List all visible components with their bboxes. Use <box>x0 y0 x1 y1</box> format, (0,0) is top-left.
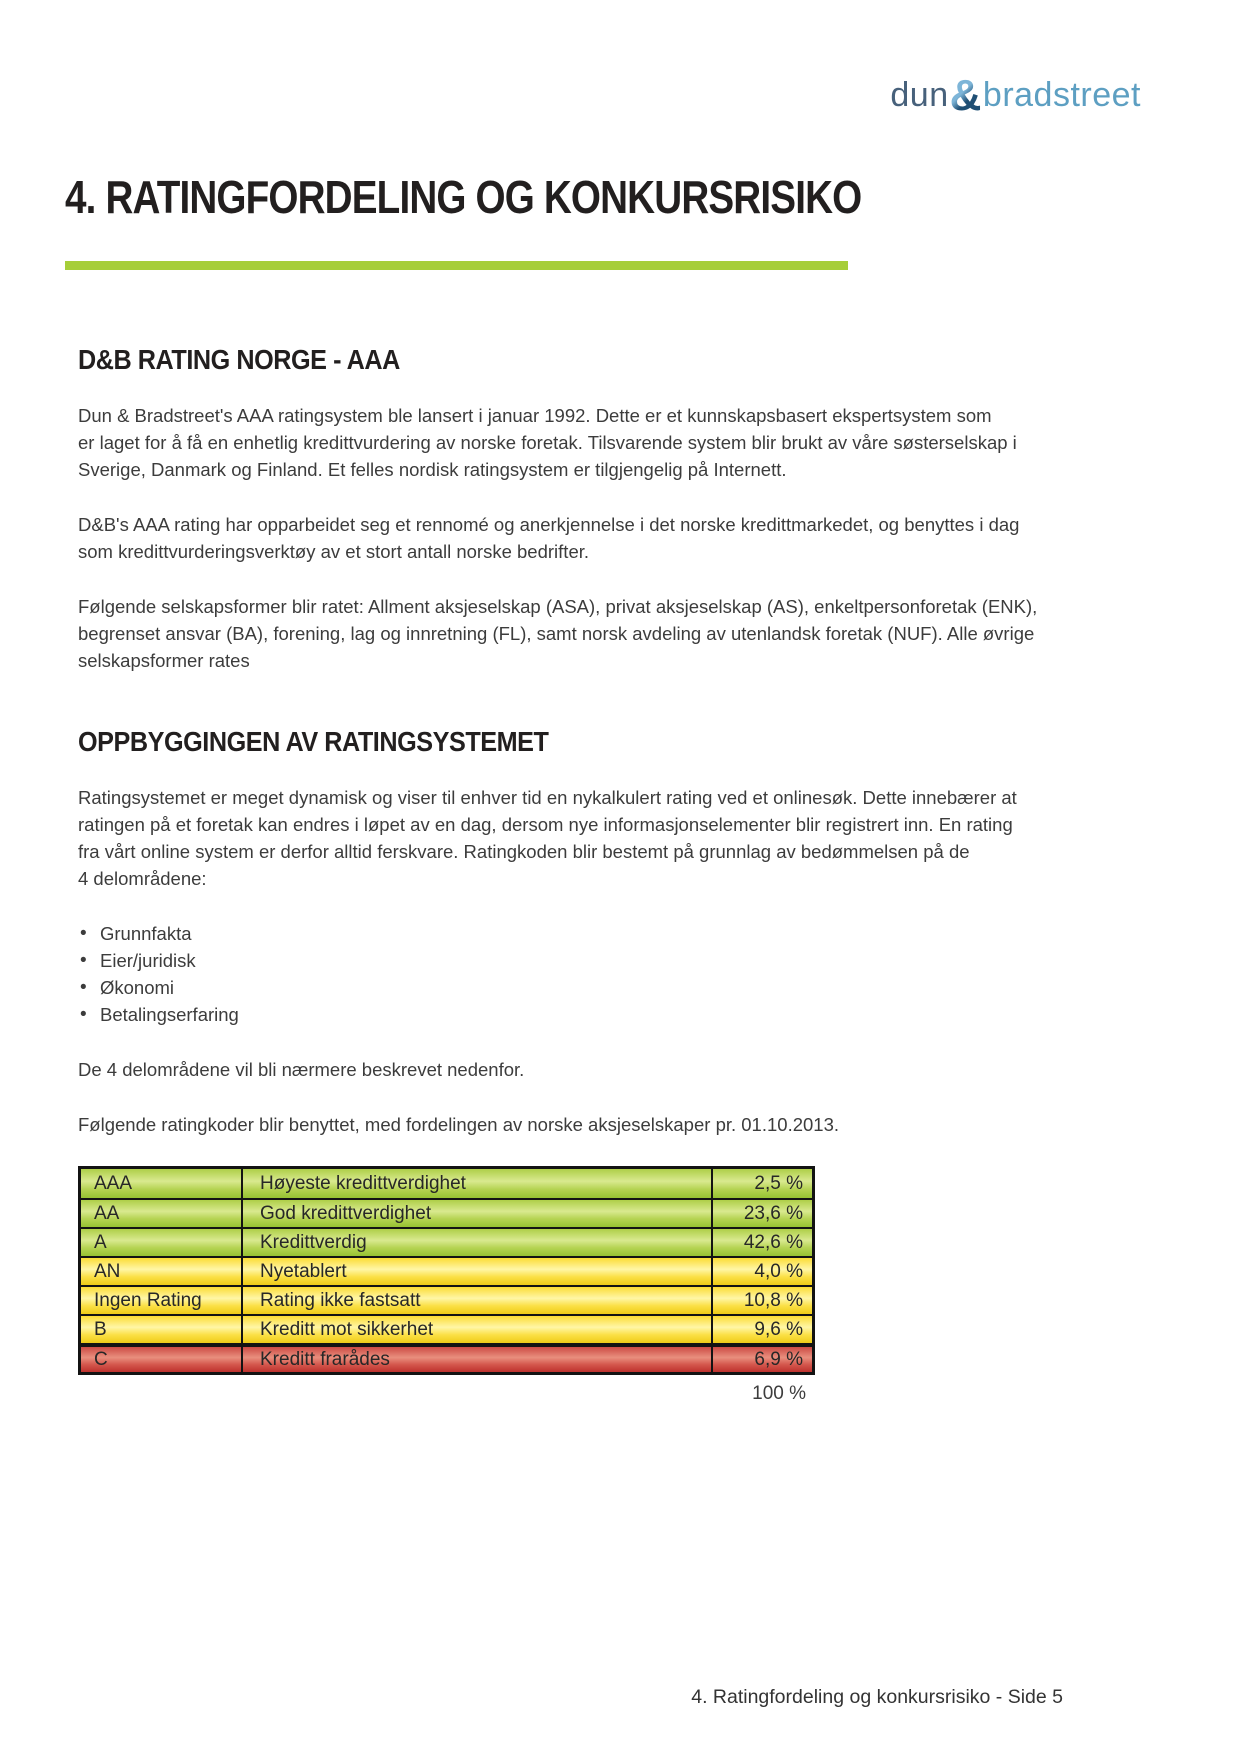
table-row <box>81 1198 812 1227</box>
table-row <box>81 1169 812 1198</box>
rating-pct-cell: 9,6 % <box>754 1318 803 1340</box>
rating-label-cell: God kredittverdighet <box>243 1200 713 1227</box>
text-line: 4 delområdene: <box>78 868 207 889</box>
title-underline-bar <box>65 261 848 270</box>
bullet-item: • Grunnfakta <box>78 920 1058 947</box>
text-line: er laget for å få en enhetlig kredittvurdering av norske foretak. Tilsvarende system blir brukt av våre søsterselskap i <box>78 432 1017 453</box>
content-column <box>78 344 1058 1405</box>
text-line: Dun & Bradstreet's AAA ratingsystem ble lansert i januar 1992. Dette er et kunnskapsbasert ekspertsystem som <box>78 405 992 426</box>
rating-label-cell: Rating ikke fastsatt <box>243 1287 713 1314</box>
text-line: begrenset ansvar (BA), forening, lag og innretning (FL), samt norsk avdeling av utenlandsk foretak (NUF). Alle øvrige <box>78 623 1035 644</box>
rating-distribution-table <box>78 1166 815 1375</box>
logo-text-dun: dun <box>890 76 949 114</box>
text-line: som kredittvurderingsverktøy av et stort antall norske bedrifter. <box>78 541 590 562</box>
text-line: fra vårt online system er derfor alltid ferskvare. Ratingkoden blir bestemt på grunnlag av bedømmelsen på de <box>78 841 970 862</box>
paragraph: Følgende ratingkoder blir benyttet, med fordelingen av norske aksjeselskaper pr. 01.10.2013. <box>78 1114 840 1135</box>
rating-pct-cell: 4,0 % <box>754 1260 803 1282</box>
rating-pct-cell: 23,6 % <box>743 1202 803 1224</box>
rating-pct-cell: 6,9 % <box>754 1348 803 1370</box>
rating-code-cell: Ingen Rating <box>81 1287 243 1314</box>
bullet-item: • Økonomi <box>78 974 1058 1001</box>
bullet-item: • Betalingserfaring <box>78 1001 1058 1028</box>
dun-bradstreet-logo <box>890 71 1141 120</box>
rating-label-cell: Nyetablert <box>243 1258 713 1285</box>
rating-label-cell: Kredittverdig <box>243 1229 713 1256</box>
paragraph <box>78 784 1058 892</box>
rating-label-cell: Kreditt frarådes <box>243 1347 713 1372</box>
page-footer: 4. Ratingfordeling og konkursrisiko - Side 5 <box>691 1686 1063 1708</box>
rating-pct-cell: 2,5 % <box>754 1172 803 1194</box>
paragraph: De 4 delområdene vil bli nærmere beskrevet nedenfor. <box>78 1059 525 1080</box>
rating-code-cell: AA <box>81 1200 243 1227</box>
text-line: selskapsformer rates <box>78 650 250 671</box>
text-line: ratingen på et foretak kan endres i løpet av en dag, dersom nye informasjonselementer blir registrert inn. En rating <box>78 814 1013 835</box>
table-row <box>81 1227 812 1256</box>
logo-text-bradstreet: bradstreet <box>982 76 1141 114</box>
table-row <box>81 1314 812 1343</box>
table-total-percentage: 100 % <box>752 1383 806 1404</box>
table-row <box>81 1343 812 1372</box>
paragraph <box>78 402 1058 483</box>
section-heading-oppbyggingen: OPPBYGGINGEN AV RATINGSYSTEMET <box>78 726 549 757</box>
rating-code-cell: A <box>81 1229 243 1256</box>
text-line: Sverige, Danmark og Finland. Et felles nordisk ratingsystem er tilgjengelig på Internett. <box>78 459 787 480</box>
rating-label-cell: Kreditt mot sikkerhet <box>243 1316 713 1343</box>
rating-code-cell: AN <box>81 1258 243 1285</box>
ampersand-icon: & <box>949 71 982 120</box>
rating-code-cell: C <box>81 1347 243 1372</box>
paragraph <box>78 593 1058 674</box>
page-title: 4. RATINGFORDELING OG KONKURSRISIKO <box>65 171 862 223</box>
bullet-item: • Eier/juridisk <box>78 947 1058 974</box>
rating-code-cell: AAA <box>81 1169 243 1198</box>
text-line: Ratingsystemet er meget dynamisk og viser til enhver tid en nykalkulert rating ved et onlinesøk. Dette innebærer at <box>78 787 1017 808</box>
text-line: Følgende selskapsformer blir ratet: Allment aksjeselskap (ASA), privat aksjeselskap (AS), enkeltpersonforetak (ENK), <box>78 596 1038 617</box>
paragraph <box>78 511 1058 565</box>
rating-areas-bullet-list <box>78 920 1058 1028</box>
section-heading-rating-norge: D&B RATING NORGE - AAA <box>78 344 400 375</box>
rating-pct-cell: 10,8 % <box>743 1289 803 1311</box>
rating-pct-cell: 42,6 % <box>743 1231 803 1253</box>
rating-code-cell: B <box>81 1316 243 1343</box>
table-row <box>81 1256 812 1285</box>
table-row <box>81 1285 812 1314</box>
text-line: D&B's AAA rating har opparbeidet seg et rennomé og anerkjennelse i det norske kredittmarkedet, og benyttes i dag <box>78 514 1020 535</box>
rating-label-cell: Høyeste kredittverdighet <box>243 1169 713 1198</box>
